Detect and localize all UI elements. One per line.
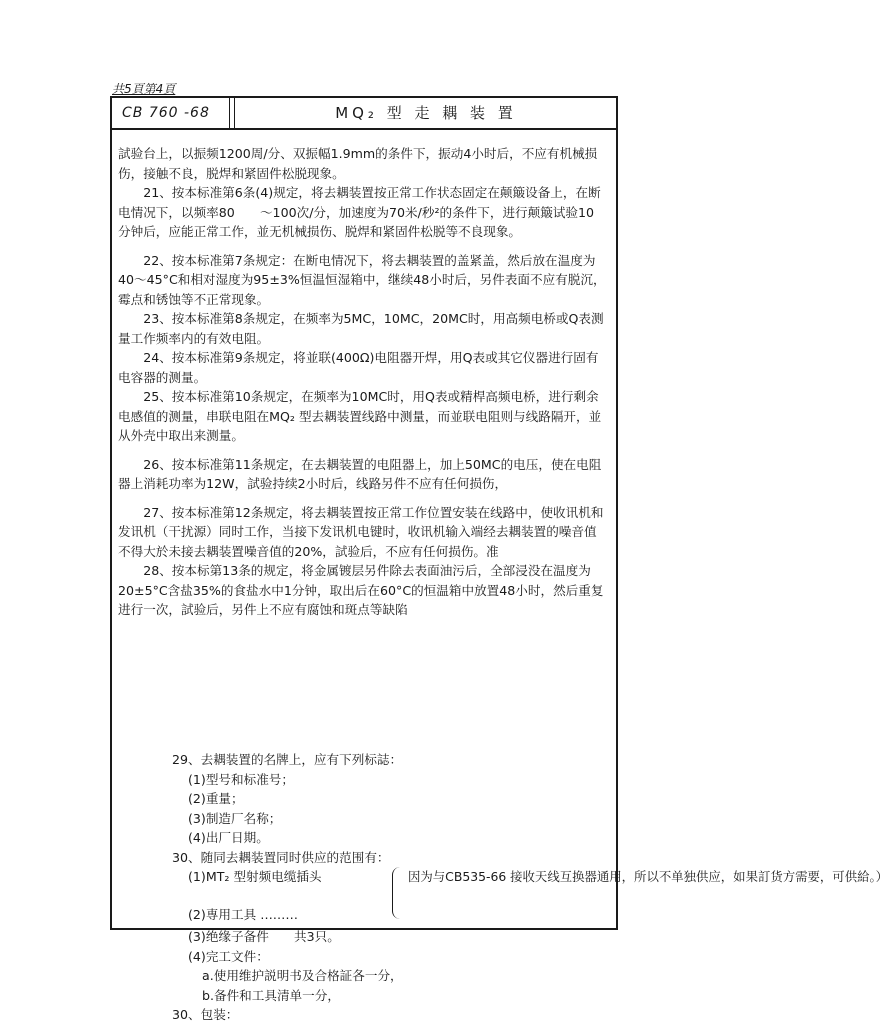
list-subitem: (2)重量； — [188, 791, 244, 806]
paragraph-27: 27、按本标准第12条规定，将去耦装置按正常工作位置安装在线路中，使收讯机和发讯机（干扰源）同时工作，当接下发讯机电键时，收讯机输入端经去耦装置的噪音值不得大於未接去耦装置噪音值的20%，試验后，不应有任何损伤。准 — [118, 504, 604, 559]
paragraph-23: 23、按本标准第8条规定，在频率为5MC，10MC，20MC时，用高频电桥或Q表测量工作频率内的有效电阻。 — [118, 311, 604, 346]
list-subitem: (4)完工文件： — [188, 948, 269, 964]
paragraph-22: 22、按本标准第7条规定：在断电情况下，将去耦装置的盖紧盖，然后放在温度为40～45°C和相对湿度为95±3%恒温恒湿箱中，继续48小时后，另件表面不应有脱沉，霉点和锈蚀等不正常现象。 — [118, 252, 606, 307]
requirements-list — [172, 750, 888, 1025]
list-subitem: (4)出厂日期。 — [188, 830, 269, 845]
list-subitem: (3)制造厂名称； — [188, 810, 282, 826]
paragraph-continued: 試验台上，以振频1200周/分、双振幅1.9mm的条件下，振动4小时后，不应有机械损伤，接触不良，脱焊和紧固件松脱现象。 — [118, 146, 598, 181]
document-title: MQ₂ 型 走 耦 装 置 — [335, 104, 517, 122]
list-subitem: (1)型号和标准号； — [188, 771, 294, 787]
header-row — [112, 98, 616, 130]
brace-group — [172, 867, 888, 927]
list-item-packing: 30、包装： — [172, 1007, 239, 1022]
list-subitem: (1)MT₂ 型射频电缆插头 — [188, 869, 322, 884]
list-subsubitem: a.使用维护説明书及合格証各一分， — [202, 968, 403, 983]
list-subitem: (2)専用工具 ……… — [188, 907, 298, 922]
paragraph-24: 24、按本标准第9条规定，将並联(400Ω)电阻器开焊，用Q表或其它仪器进行固有电容器的测量。 — [118, 350, 599, 385]
list-subitem: (3)绝缘子备件 共3只。 — [188, 929, 340, 944]
list-item-29: 29、去耦装置的名牌上，应有下列标誌： — [172, 752, 403, 767]
brace-note: 因为与CB535-66 接收天线互换器通用，所以不单独供应，如果訂货方需要，可供給。） — [408, 869, 888, 884]
document-frame — [110, 96, 888, 1022]
brace-icon — [392, 867, 403, 919]
list-subsubitem: b.备件和工具清单一分， — [202, 987, 340, 1003]
paragraph-25: 25、按本标准第10条规定，在频率为10MC时，用Q表或精桿高频电桥，进行剩余电感值的测量，串联电阻在MQ₂ 型去耦装置线路中测量，而並联电阻则与线路隔开，並从外壳中取出来测量。 — [118, 389, 602, 443]
standard-number: CB 760 -68 — [112, 98, 230, 128]
page-count: 共5頁第4頁 — [112, 82, 176, 96]
paragraph-28: 28、按本标第13条的规定，将金属镀层另件除去表面油污后，全部浸没在温度为20±5°C含盐35%的食盐水中1分钟，取出后在60°C的恒温箱中放置48小时，然后重复进行一次，試验后，另件上不应有腐蚀和斑点等缺陷 — [118, 563, 604, 617]
document-body — [118, 144, 606, 620]
paragraph-26: 26、按本标准第11条规定，在去耦装置的电阻器上，加上50MC的电压，使在电阻器上消耗功率为12W，試验持续2小时后，线路另件不应有任何损伤， — [118, 456, 602, 491]
paragraph-21: 21、按本标准第6条(4)规定，将去耦装置按正常工作状态固定在颠簸设备上，在断电情况下，以频率80 ～100次/分，加速度为70米/秒²的条件下，进行颠簸试验10分钟后，应能正常工作，並无机械损伤、脱焊和紧固件松脱等不良现象。 — [118, 185, 601, 239]
list-item-30: 30、随同去耦装置同时供应的范围有： — [172, 849, 390, 865]
